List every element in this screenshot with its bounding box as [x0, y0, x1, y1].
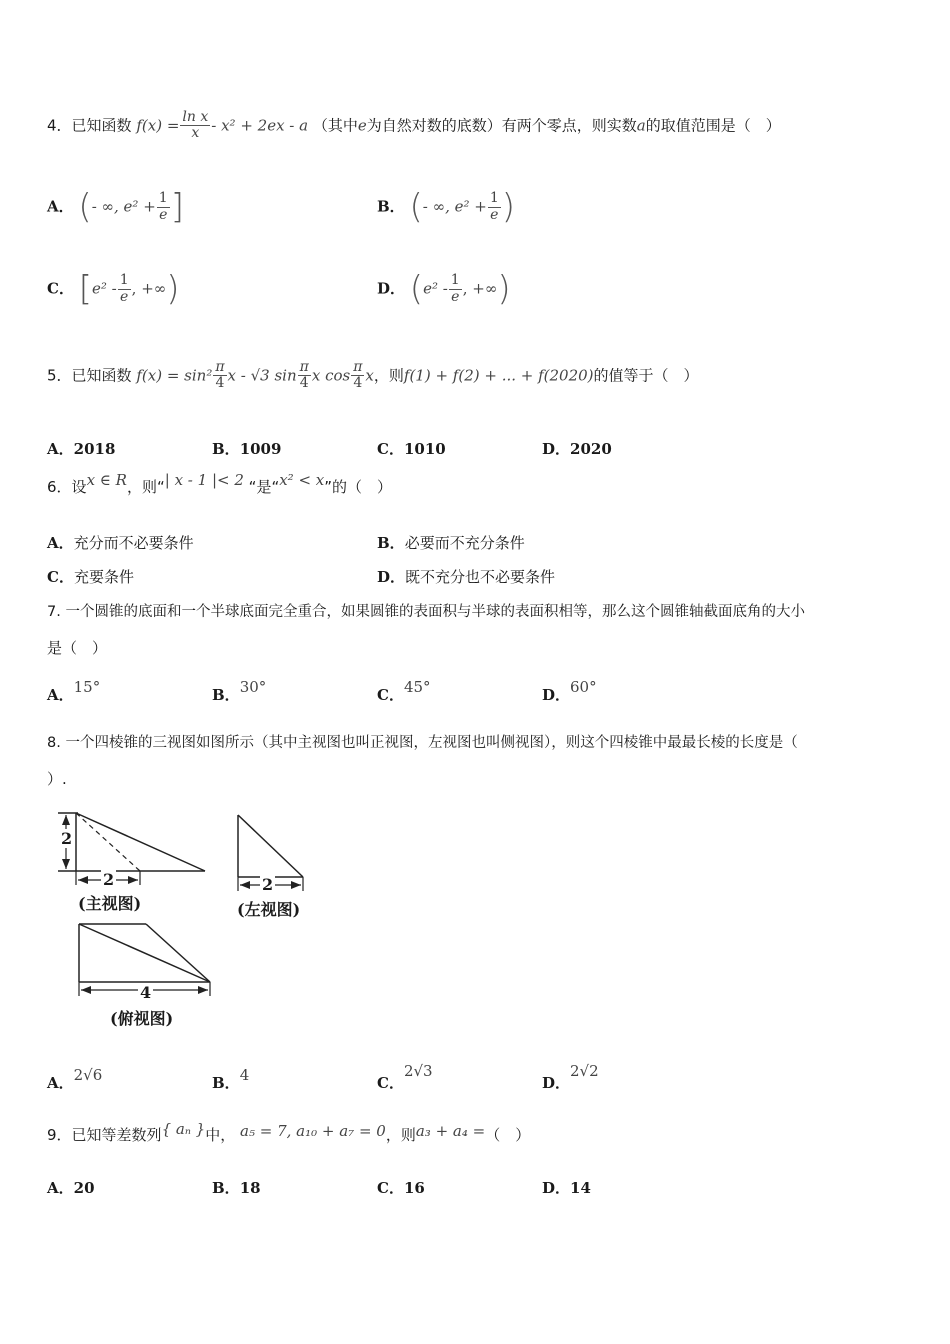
q6-option-c-label: C．	[47, 568, 74, 586]
q7-option-a-value: 15°	[73, 678, 101, 696]
q5-frac-3-den: 4	[353, 375, 363, 392]
q5-option-c[interactable]	[377, 438, 446, 459]
q9-mid: 中，	[205, 1126, 236, 1144]
q7-option-c-value: 45°	[403, 678, 431, 696]
q5-frac-3-num: π	[353, 359, 363, 375]
q5-sum: f(1) + f(2) + ... + f(2020)	[403, 366, 594, 385]
q7-option-a[interactable]	[47, 676, 101, 704]
q5-option-a-value: 2018	[73, 440, 116, 458]
q6-option-b[interactable]	[377, 532, 525, 553]
q4-mid2: 为自然对数的底数）有两个零点，则实数	[366, 116, 637, 135]
q9-expression: a₃ + a₄ =	[415, 1122, 486, 1140]
q6-option-d-value: 既不充分也不必要条件	[405, 568, 556, 586]
q9-option-c-value: 16	[403, 1179, 425, 1197]
q6-condition-1: | x - 1 |< 2	[164, 471, 244, 489]
q6-mid2: “是“	[248, 478, 280, 496]
q8-option-a-value: 2√6	[73, 1066, 103, 1084]
q4-option-c-expr: e² -	[92, 279, 117, 298]
q7-option-b-label: B．	[212, 686, 240, 704]
q8-option-d[interactable]	[542, 1060, 599, 1092]
q7-option-c[interactable]	[377, 676, 431, 704]
q5-number: 5．	[47, 366, 72, 385]
q4-option-c[interactable]	[47, 269, 180, 309]
q5-f2: x - √3 sin	[227, 366, 297, 385]
front-view-width-label: 2	[103, 870, 115, 889]
side-view-label: (左视图)	[237, 900, 301, 919]
q4-option-d-frac	[449, 273, 462, 305]
q5-frac-3	[351, 360, 364, 392]
q5-option-d-label: D．	[542, 440, 571, 458]
q6-tail: ”的（ ）	[324, 478, 393, 496]
q6-mid: ，则“	[126, 478, 165, 496]
q4-option-a-num: 1	[158, 190, 168, 207]
q4-rest: - x² + 2ex - a	[211, 116, 309, 135]
q4-option-c-num: 1	[119, 272, 129, 289]
q4-option-d-right: )	[497, 269, 511, 309]
q4-frac-num: ln x	[182, 109, 209, 125]
q5-frac-2-num: π	[299, 359, 309, 375]
q5-f1: f(x) = sin²	[136, 366, 213, 385]
q9-tail: （ ）	[485, 1126, 531, 1144]
q4-option-c-den: e	[120, 288, 129, 305]
q9-option-d-label: D．	[542, 1179, 571, 1197]
q9-option-a[interactable]	[47, 1177, 95, 1198]
q4-option-a-right: ]	[170, 187, 184, 227]
q4-fraction	[180, 110, 210, 142]
q5-prefix: 已知函数	[71, 366, 132, 385]
q6-option-c-value: 充要条件	[73, 568, 134, 586]
q4-option-a-frac	[157, 191, 170, 223]
q7-option-d-label: D．	[542, 686, 571, 704]
q4-option-d-den: e	[451, 288, 460, 305]
q4-option-b-num: 1	[489, 190, 499, 207]
q5-option-b[interactable]	[212, 438, 281, 459]
q5-tail: 的值等于（ ）	[593, 366, 699, 385]
q4-option-d-after: , +∞	[462, 279, 498, 298]
q5-option-d[interactable]	[542, 438, 612, 459]
q9-option-d[interactable]	[542, 1177, 591, 1198]
q6-option-c[interactable]	[47, 566, 134, 587]
q6-option-b-value: 必要而不充分条件	[404, 534, 525, 552]
q4-option-c-after: , +∞	[131, 279, 167, 298]
q9-option-c-label: C．	[377, 1179, 404, 1197]
q5-option-b-label: B．	[212, 440, 240, 458]
q4-option-b-left: (	[409, 187, 423, 227]
front-view-label: (主视图)	[78, 894, 142, 913]
q7-option-d-value: 60°	[570, 678, 597, 696]
q4-option-c-frac	[118, 273, 131, 305]
q4-option-a-expr: - ∞, e² +	[91, 197, 156, 216]
q4-tail: 的取值范围是（ ）	[645, 116, 781, 135]
q7-option-d[interactable]	[542, 676, 597, 704]
q5-option-d-value: 2020	[570, 440, 612, 458]
q6-option-a-value: 充分而不必要条件	[73, 534, 194, 552]
q4-option-a-left: (	[78, 187, 92, 227]
q7-option-b-value: 30°	[239, 678, 267, 696]
top-view-label: (俯视图)	[110, 1009, 174, 1028]
front-view-height-label: 2	[61, 829, 73, 848]
question-7-line-1: 7. 一个圆锥的底面和一个半球底面完全重合，如果圆锥的表面积与半球的表面积相等，那么这个圆锥轴截面底角的大小	[47, 604, 805, 620]
q9-number: 9．	[47, 1126, 72, 1144]
q5-frac-1-den: 4	[215, 375, 225, 392]
q4-option-d-label: D．	[377, 279, 406, 298]
q8-option-a-label: A．	[47, 1074, 74, 1092]
q4-option-c-label: C．	[47, 279, 74, 298]
q9-option-b-label: B．	[212, 1179, 240, 1197]
q9-option-b[interactable]	[212, 1177, 261, 1198]
q5-f4: x	[365, 366, 374, 385]
q9-option-a-label: A．	[47, 1179, 74, 1197]
q8-option-a[interactable]	[47, 1064, 103, 1092]
question-6	[47, 471, 393, 497]
q4-option-a[interactable]	[47, 187, 184, 227]
q4-option-b-label: B．	[377, 197, 405, 216]
q7-option-c-label: C．	[377, 686, 404, 704]
q6-prefix: 设	[71, 478, 87, 496]
q6-option-a[interactable]	[47, 532, 194, 553]
q4-option-d[interactable]	[377, 269, 511, 309]
q5-option-a-label: A．	[47, 440, 74, 458]
q9-option-a-value: 20	[73, 1179, 95, 1197]
q4-option-b-expr: - ∞, e² +	[422, 197, 487, 216]
q4-option-c-left: [	[78, 269, 92, 309]
q6-option-a-label: A．	[47, 534, 74, 552]
q4-option-b[interactable]	[377, 187, 516, 227]
q9-sequence: { aₙ }	[161, 1120, 206, 1138]
q5-frac-2-den: 4	[299, 375, 309, 392]
q9-option-d-value: 14	[570, 1179, 591, 1197]
q6-option-d-label: D．	[377, 568, 406, 586]
q4-frac-den: x	[191, 125, 200, 142]
q5-option-a[interactable]	[47, 438, 115, 459]
q4-fx: f(x) =	[136, 116, 180, 135]
q9-mid2: ，则	[385, 1126, 416, 1144]
q4-a: a	[636, 116, 646, 135]
q4-option-b-den: e	[490, 206, 499, 223]
q4-mid: （其中	[312, 116, 358, 135]
top-view-width-label: 4	[140, 983, 152, 1002]
q8-option-d-value: 2√2	[570, 1062, 599, 1080]
q5-frac-2	[298, 360, 311, 392]
q5-option-c-value: 1010	[403, 440, 446, 458]
q9-option-b-value: 18	[239, 1179, 261, 1197]
q5-option-c-label: C．	[377, 440, 404, 458]
q8-option-c-label: C．	[377, 1074, 404, 1092]
question-5	[47, 360, 699, 392]
q5-frac-1-num: π	[215, 359, 225, 375]
question-7-line-2: 是（ ）	[47, 639, 108, 657]
q8-option-c[interactable]	[377, 1060, 433, 1092]
front-view	[58, 813, 205, 885]
q9-prefix: 已知等差数列	[71, 1126, 162, 1144]
q7-option-a-label: A．	[47, 686, 74, 704]
q8-option-b[interactable]	[212, 1064, 250, 1092]
q6-cond: x ∈ R	[86, 471, 127, 489]
q8-option-c-value: 2√3	[403, 1062, 433, 1080]
q5-frac-1	[213, 360, 226, 392]
question-9	[47, 1120, 531, 1145]
q4-number: 4．	[47, 116, 72, 135]
three-view-figure	[50, 805, 320, 1035]
q8-option-d-label: D．	[542, 1074, 571, 1092]
q7-option-b[interactable]	[212, 676, 267, 704]
q4-option-d-expr: e² -	[423, 279, 448, 298]
q4-option-b-right: )	[501, 187, 516, 227]
q6-option-b-label: B．	[377, 534, 405, 552]
q6-number: 6．	[47, 478, 72, 496]
q4-option-a-den: e	[159, 206, 168, 223]
q4-e: e	[357, 116, 367, 135]
q4-option-a-label: A．	[47, 197, 74, 216]
q4-prefix: 已知函数	[71, 116, 132, 135]
question-4	[47, 110, 781, 142]
q5-mid: ，则	[373, 366, 404, 385]
q6-option-d[interactable]	[377, 566, 555, 587]
q5-option-b-value: 1009	[239, 440, 282, 458]
q9-condition: a₅ = 7, a₁₀ + a₇ = 0	[240, 1122, 386, 1140]
q4-option-d-left: (	[409, 269, 424, 309]
q4-option-b-frac	[488, 191, 501, 223]
q6-condition-2: x² < x	[279, 471, 325, 489]
q9-option-c[interactable]	[377, 1177, 425, 1198]
side-view-width-label: 2	[262, 875, 274, 894]
q4-option-d-num: 1	[450, 272, 460, 289]
question-8-line-1: 8. 一个四棱锥的三视图如图所示（其中主视图也叫正视图，左视图也叫侧视图），则这个四棱锥中最最长棱的长度是（	[47, 735, 798, 751]
q5-f3: x cos	[311, 366, 351, 385]
q4-option-c-right: )	[166, 269, 180, 309]
q8-option-b-value: 4	[239, 1066, 250, 1084]
question-8-line-2: ）.	[47, 770, 67, 788]
q8-option-b-label: B．	[212, 1074, 240, 1092]
